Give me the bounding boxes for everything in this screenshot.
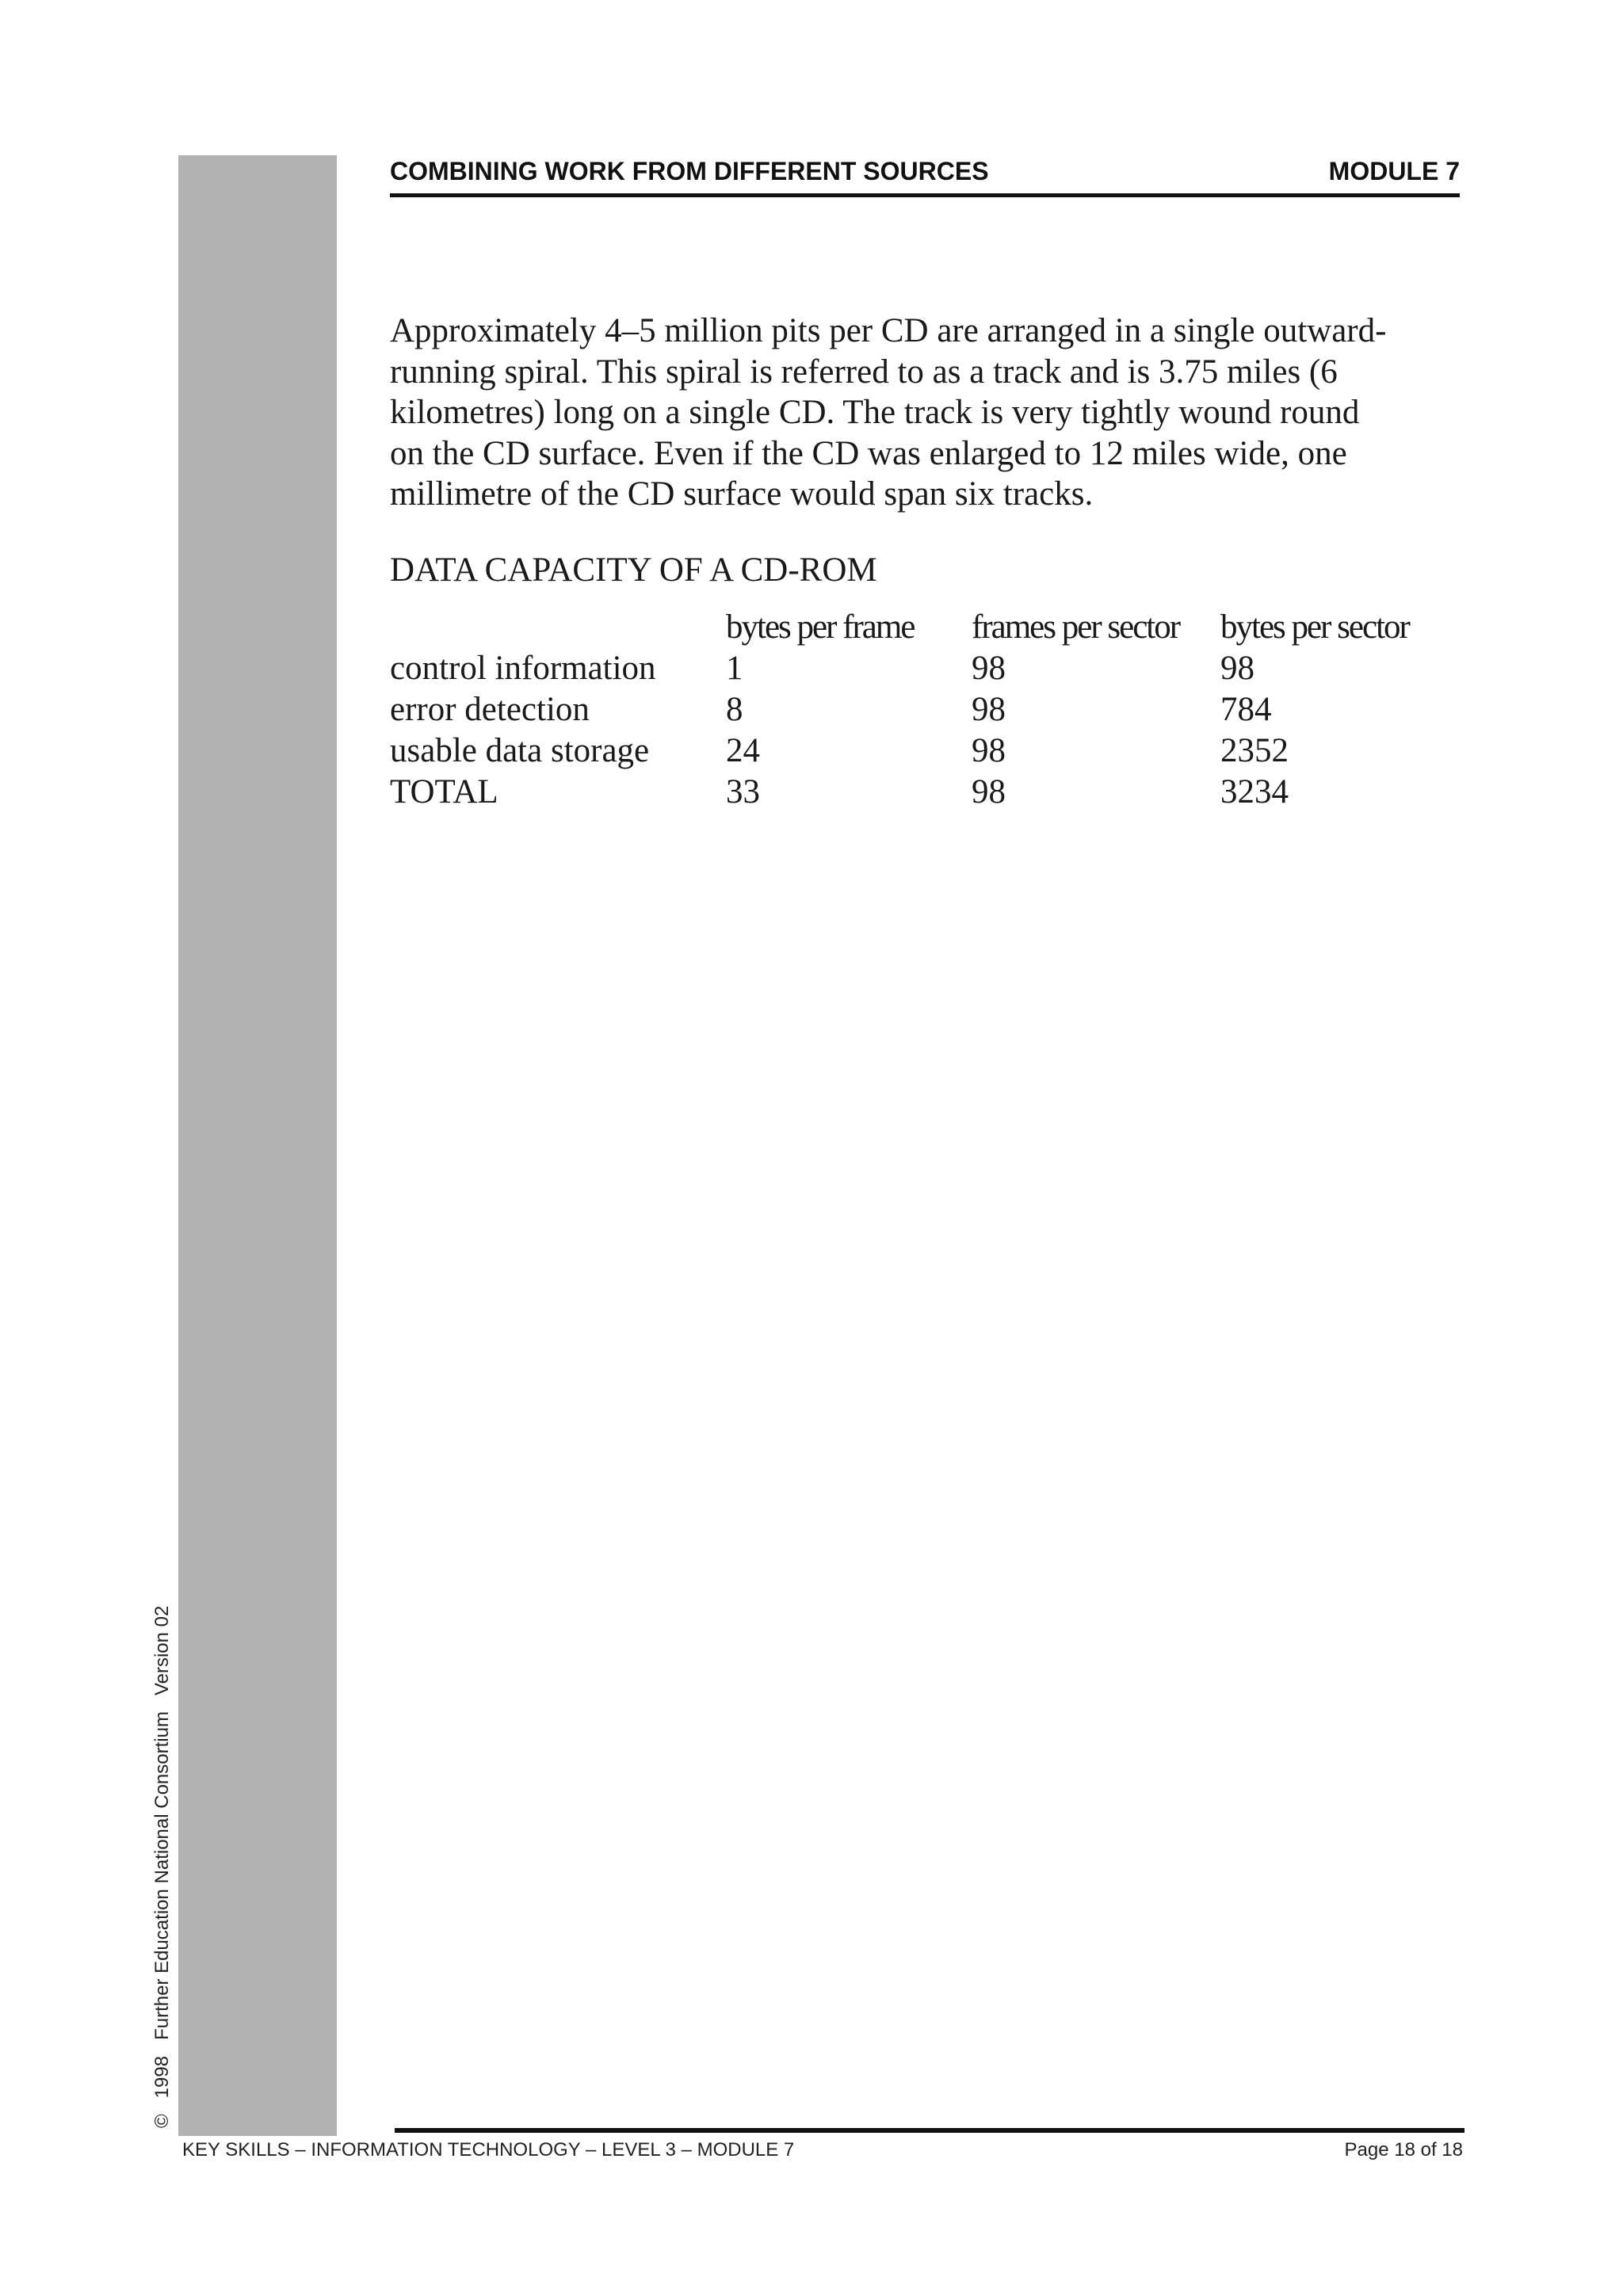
table-cell: 98 [972,732,1006,769]
row-label: error detection [390,691,590,728]
row-label: usable data storage [390,732,650,769]
table-cell: 784 [1220,691,1272,728]
copyright-notice: © 1998 Further Education National Consortium Version 02 [151,1605,173,2128]
column-header: frames per sector [972,608,1180,646]
page-header [390,155,1460,192]
table-row-total [390,772,1468,813]
body-line: on the CD surface. Even if the CD was enlarged to 12 miles wide, one [390,434,1347,472]
table-row [390,730,1468,772]
body-line: running spiral. This spiral is referred to as a track and is 3.75 miles (6 [390,353,1338,391]
header-title: COMBINING WORK FROM DIFFERENT SOURCES [390,157,989,185]
table-cell: 33 [726,773,760,810]
table-cell: 24 [726,732,760,769]
footer-rule [395,2128,1465,2133]
table-cell: 98 [972,650,1006,687]
sidebar-band [178,155,337,2136]
table-cell: 98 [1220,650,1254,687]
table-row [390,648,1468,689]
body-line: Approximately 4–5 million pits per CD are arranged in a single outward- [390,312,1387,349]
header-module: MODULE 7 [1328,157,1460,185]
table-cell: 98 [972,691,1006,728]
row-label: control information [390,650,656,687]
table-row [390,689,1468,730]
header-rule [390,193,1460,197]
table-cell: 3234 [1220,773,1289,810]
section-heading: DATA CAPACITY OF A CD-ROM [390,551,877,589]
body-line: millimetre of the CD surface would span six tracks. [390,475,1094,513]
body-paragraph [390,311,1468,515]
column-header: bytes per sector [1220,608,1409,646]
table-header-row [390,607,1468,648]
footer-course-title: KEY SKILLS – INFORMATION TECHNOLOGY – LEVEL 3 – MODULE 7 [182,2139,795,2161]
table-cell: 1 [726,650,743,687]
body-line: kilometres) long on a single CD. The track is very tightly wound round [390,394,1360,431]
page-number: Page 18 of 18 [1344,2139,1463,2161]
column-header: bytes per frame [726,608,915,646]
row-label: TOTAL [390,773,498,810]
table-cell: 8 [726,691,743,728]
table-cell: 2352 [1220,732,1289,769]
table-cell: 98 [972,773,1006,810]
capacity-table [390,607,1468,813]
